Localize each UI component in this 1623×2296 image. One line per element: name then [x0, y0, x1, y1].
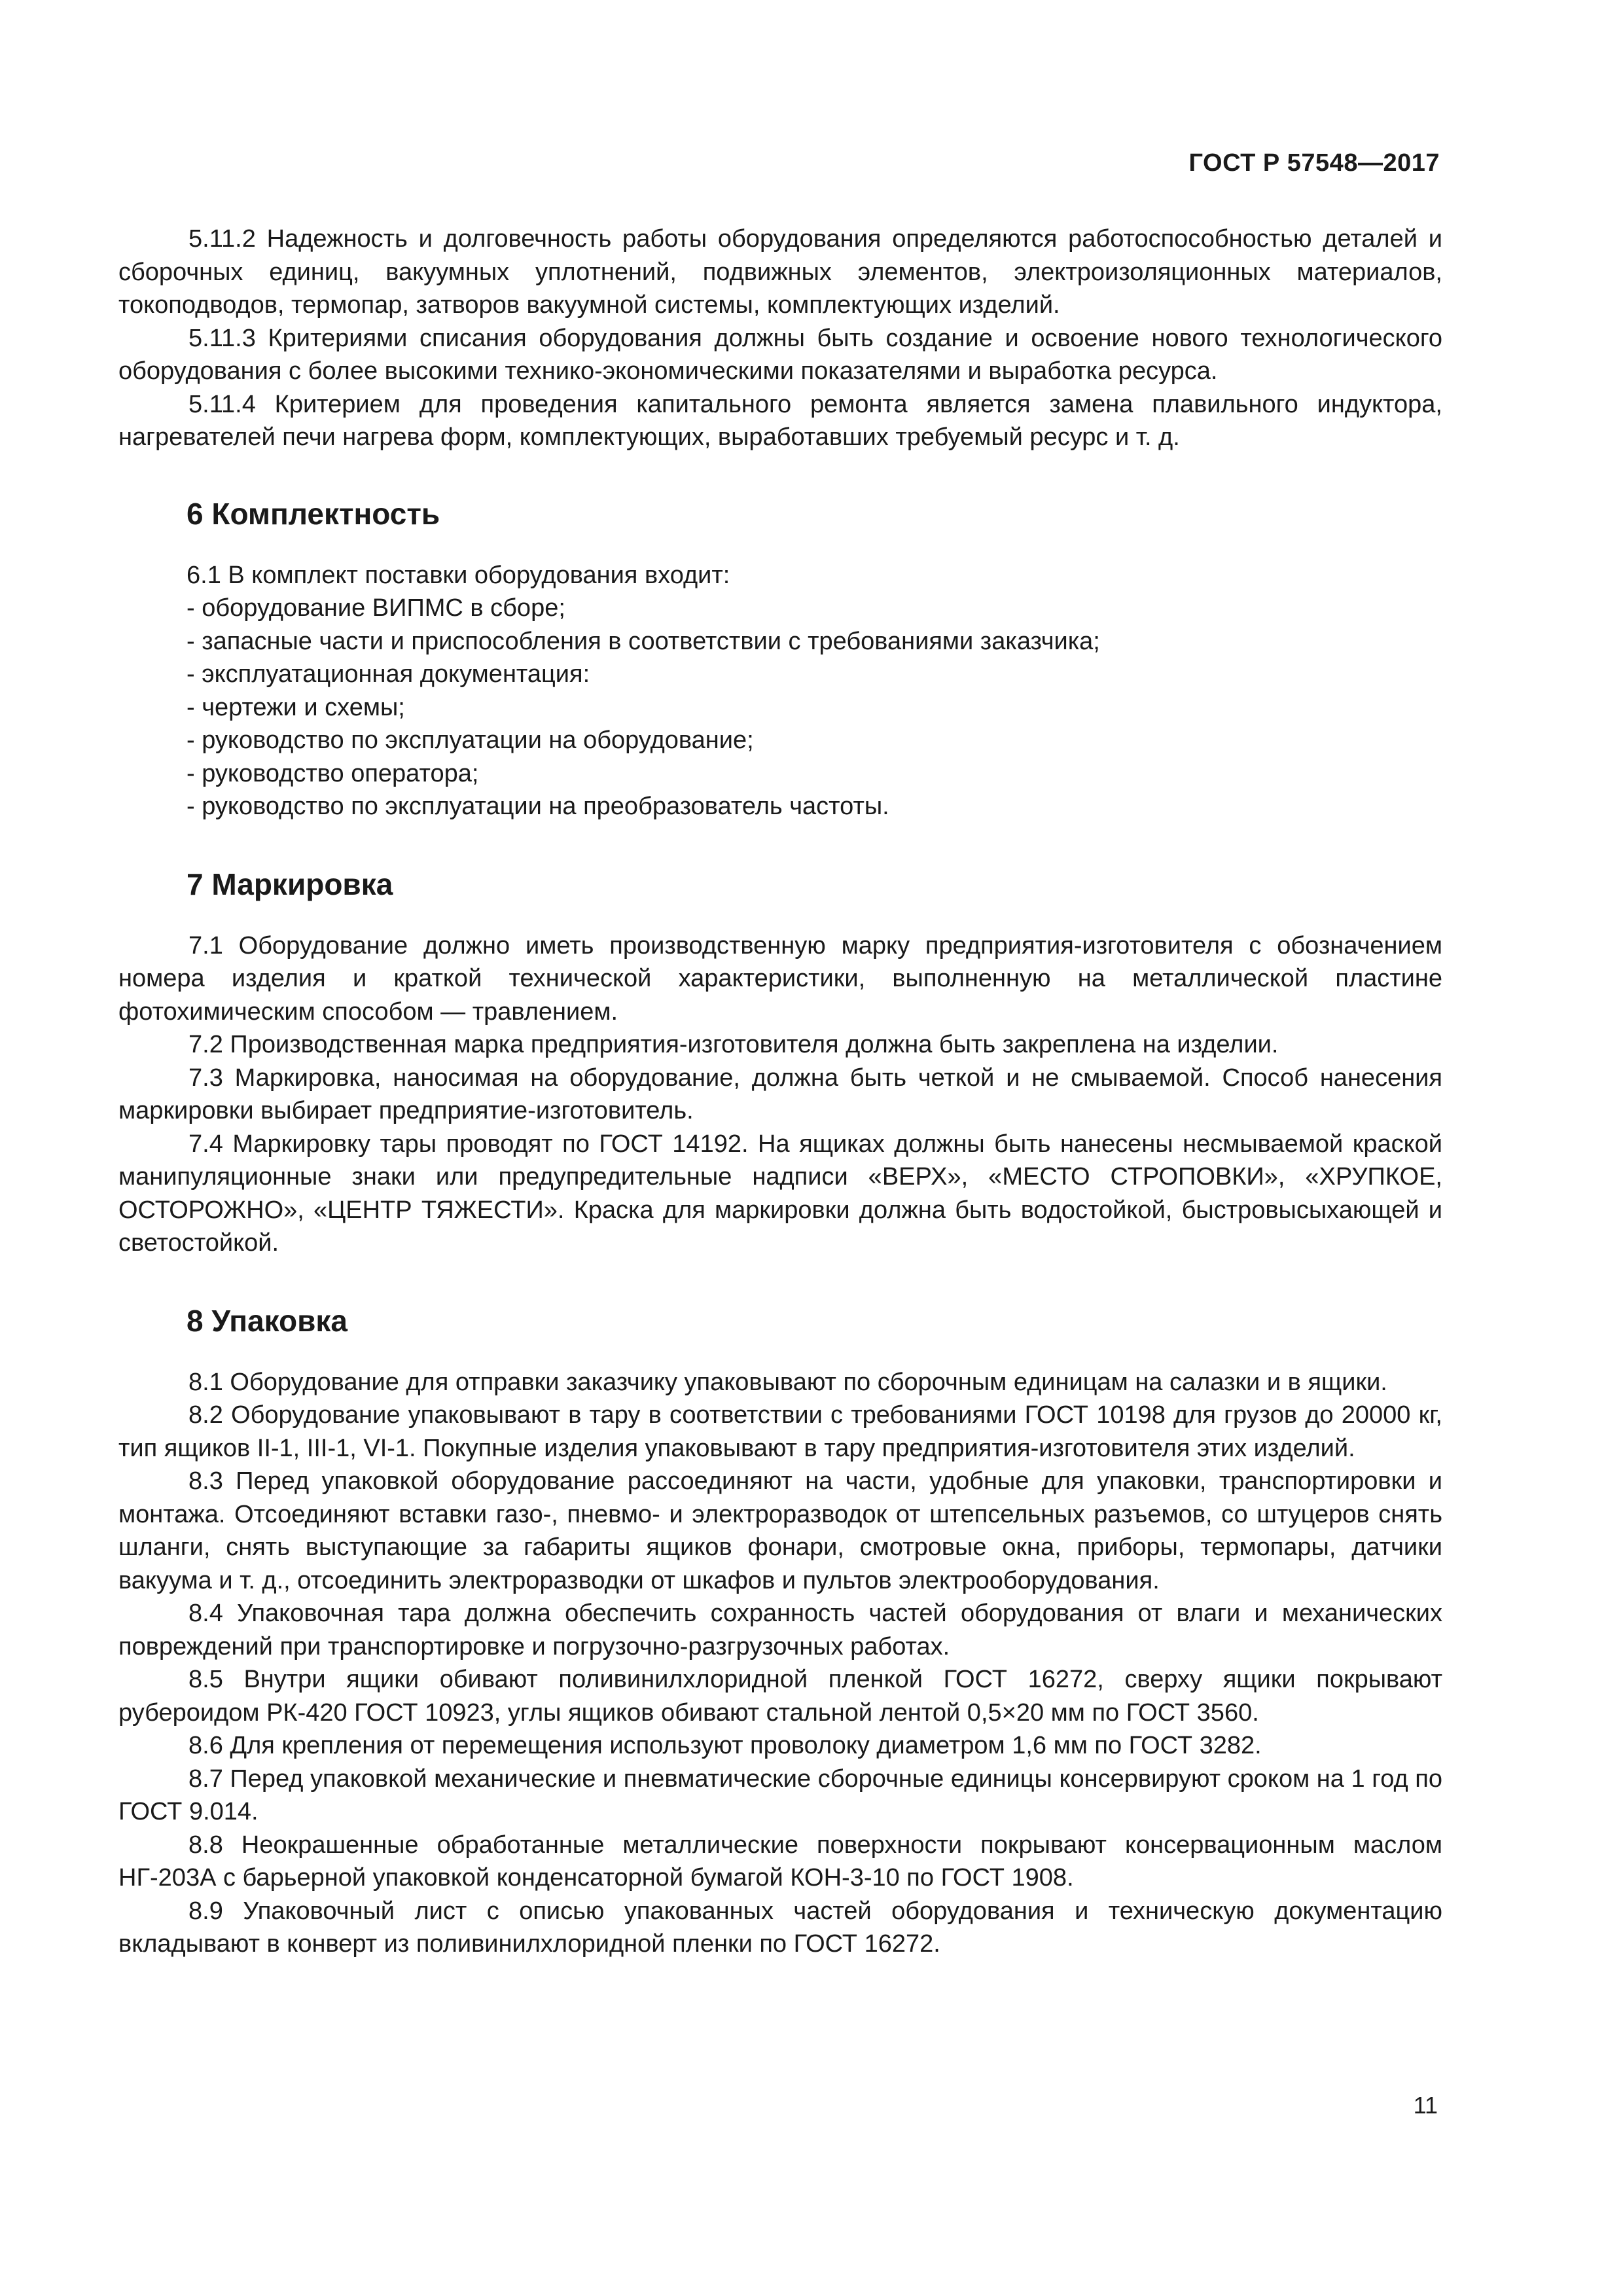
paragraph-8-4: 8.4 Упаковочная тара должна обеспечить сохранность частей оборудования от влаги и механических повреждений при транспортировке и погрузочно-разгрузочных работах.	[118, 1600, 1442, 1660]
paragraph-5-11-2: 5.11.2 Надежность и долговечность работы оборудования определяются работоспособностью деталей и сборочных единиц, вакуумных уплотнений, подвижных элементов, электроизоляционных материалов, токоподводов, термопар, затворов вакуумной системы, комплектующих изделий.	[118, 225, 1442, 319]
list-item: - чертежи и схемы;	[187, 693, 405, 721]
list-item: - оборудование ВИПМС в сборе;	[187, 594, 565, 622]
paragraph-8-1: 8.1 Оборудование для отправки заказчику упаковывают по сборочным единицам на салазки и в ящики.	[188, 1368, 1387, 1396]
section-6-body	[118, 559, 1442, 823]
document-code: ГОСТ Р 57548—2017	[1188, 149, 1440, 177]
paragraph-8-8: 8.8 Неокрашенные обработанные металлические поверхности покрывают консервационным маслом НГ-203А с барьерной упаковкой конденсаторной бумагой КОН-3-10 по ГОСТ 1908.	[118, 1831, 1442, 1892]
section-7-heading: 7 Маркировка	[187, 867, 393, 901]
document-body	[118, 223, 1442, 1961]
paragraph-7-3: 7.3 Маркировка, наносимая на оборудование, должна быть четкой и не смываемой. Способ нанесения маркировки выбирает предприятие-изготовитель.	[118, 1064, 1442, 1124]
section-8-body	[118, 1366, 1442, 1961]
paragraph-8-9: 8.9 Упаковочный лист с описью упакованных частей оборудования и техническую документацию вкладывают в конверт из поливинилхлоридной пленки по ГОСТ 16272.	[118, 1897, 1442, 1958]
paragraph-8-5: 8.5 Внутри ящики обивают поливинилхлоридной пленкой ГОСТ 16272, сверху ящики покрывают рубероидом РК-420 ГОСТ 10923, углы ящиков обивают стальной лентой 0,5×20 мм по ГОСТ 3560.	[118, 1666, 1442, 1727]
paragraph-7-2: 7.2 Производственная марка предприятия-изготовителя должна быть закреплена на изделии.	[188, 1031, 1279, 1058]
section-8-heading: 8 Упаковка	[187, 1303, 348, 1338]
paragraph-8-2: 8.2 Оборудование упаковывают в тару в соответствии с требованиями ГОСТ 10198 для грузов до 20000 кг, тип ящиков II-1, III-1, VI-1. Покупные изделия упаковывают в тару предприятия-изготовителя этих изделий.	[118, 1401, 1442, 1462]
paragraph-5-11-4: 5.11.4 Критерием для проведения капитального ремонта является замена плавильного индуктора, нагревателей печи нагрева форм, комплектующих, выработавших требуемый ресурс и т. д.	[118, 390, 1442, 451]
list-item: - руководство по эксплуатации на оборудование;	[187, 726, 754, 754]
section-6-heading: 6 Комплектность	[187, 496, 440, 531]
list-item: - эксплуатационная документация:	[187, 660, 590, 688]
list-item: - запасные части и приспособления в соответствии с требованиями заказчика;	[187, 627, 1100, 655]
paragraph-5-11-3: 5.11.3 Критериями списания оборудования должны быть создание и освоение нового технологического оборудования с более высокими технико-экономическими показателями и выработка ресурса.	[118, 324, 1442, 385]
list-item: - руководство по эксплуатации на преобразователь частоты.	[187, 793, 889, 820]
paragraph-7-4: 7.4 Маркировку тары проводят по ГОСТ 14192. На ящиках должны быть нанесены несмываемой краской манипуляционные знаки или предупредительные надписи «ВЕРХ», «МЕСТО СТРОПОВКИ», «ХРУПКОЕ, ОСТОРОЖНО», «ЦЕНТР ТЯЖЕСТИ». Краска для маркировки должна быть водостойкой, быстровысыхающей и светостойкой.	[118, 1130, 1442, 1257]
list-item: - руководство оператора;	[187, 759, 479, 787]
section-7-body	[118, 929, 1442, 1260]
paragraph-7-1: 7.1 Оборудование должно иметь производственную марку предприятия-изготовителя с обозначением номера изделия и краткой технической характеристики, выполненную на металлической пластине фотохимическим способом — травлением.	[118, 931, 1442, 1026]
paragraph-8-6: 8.6 Для крепления от перемещения используют проволоку диаметром 1,6 мм по ГОСТ 3282.	[188, 1732, 1262, 1759]
page-number: 11	[1413, 2092, 1438, 2119]
paragraph-8-3: 8.3 Перед упаковкой оборудование рассоединяют на части, удобные для упаковки, транспортировки и монтажа. Отсоединяют вставки газо-, пневмо- и электроразводок от штепсельных разъемов, со штуцеров снять шланги, снять выступающие за габариты ящиков фонари, смотровые окна, приборы, термопары, датчики вакуума и т. д., отсоединить электроразводки от шкафов и пультов электрооборудования.	[118, 1467, 1442, 1594]
paragraph-6-1: 6.1 В комплект поставки оборудования входит:	[187, 561, 730, 589]
paragraph-8-7: 8.7 Перед упаковкой механические и пневматические сборочные единицы консервируют сроком на 1 год по ГОСТ 9.014.	[118, 1765, 1442, 1825]
